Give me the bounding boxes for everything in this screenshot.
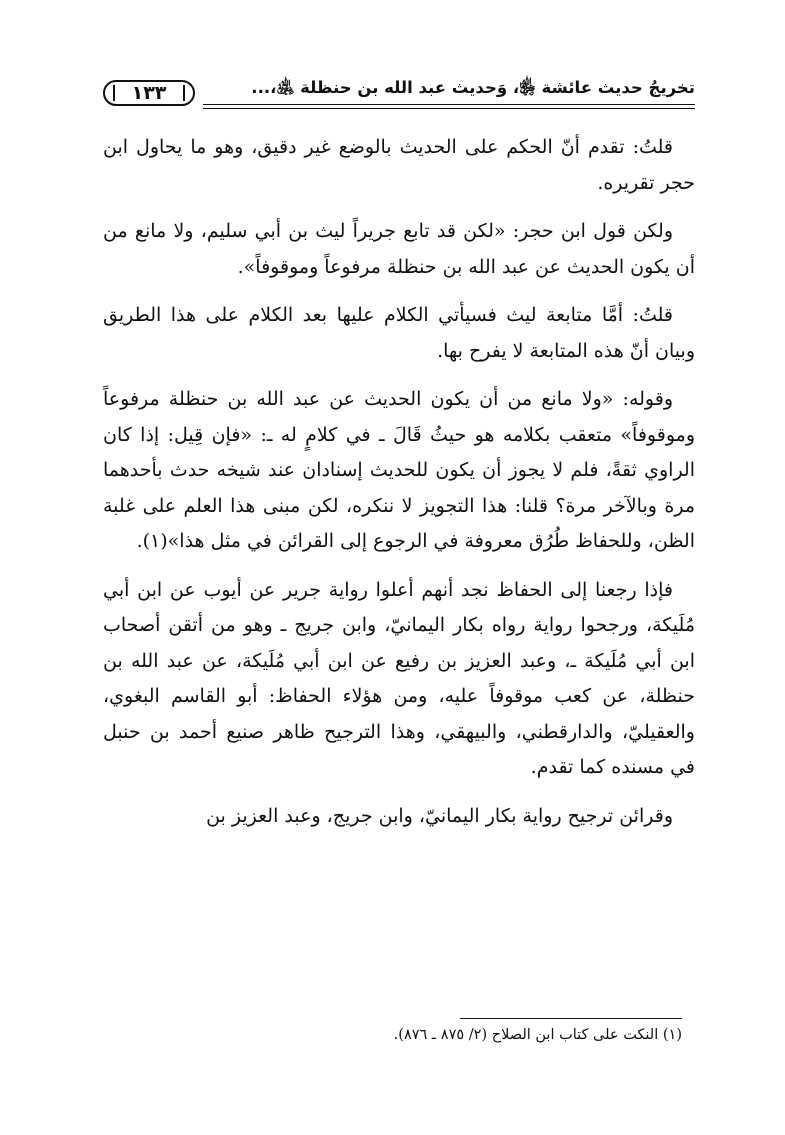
page-number	[103, 80, 195, 106]
paragraph: قلتُ: أمَّا متابعة ليث فسيأتي الكلام عليها بعد الكلام على هذا الطريق وبيان أنّ هذه المتابعة لا يفرح بها.	[103, 304, 695, 362]
page-number-text: ١٣٣	[131, 82, 167, 104]
paragraph: وقوله: «ولا مانع من أن يكون الحديث عن عبد الله بن حنظلة مرفوعاً وموقوفاً» متعقب بكلامه هو حيثُ قَالَ ـ في كلامٍ له ـ: «فإن قِيل: إذا كان الراوي ثقةً، فلم لا يجوز أن يكون للحديث إسنادان عند شيخه حدث بأحدهما مرة وبالآخر مرة؟ قلنا: هذا التجويز لا ننكره، لكن مبنى هذا العلم على غلبة الظن، وللحفاظ طُرُق معروفة في الرجوع إلى القرائن في مثل هذا»(١).	[103, 388, 696, 552]
header-rule-thin	[203, 108, 695, 109]
footnote: (١) النكت على كتاب ابن الصلاح (٢/ ٨٧٥ ـ ٨٧٦).	[393, 1027, 682, 1043]
page-header	[103, 74, 695, 118]
main-text	[103, 130, 695, 847]
running-title: تخريجُ حديث عائشة ﵂، وَحديث عبد الله بن حنظلة ﵁،...	[251, 78, 695, 97]
paragraph: قلتُ: تقدم أنّ الحكم على الحديث بالوضع غير دقيق، وهو ما يحاول ابن حجر تقريره.	[103, 136, 695, 194]
footnote-separator	[460, 1018, 682, 1019]
header-rule	[203, 104, 695, 105]
paragraph: فإذا رجعنا إلى الحفاظ نجد أنهم أعلوا رواية جرير عن أيوب عن ابن أبي مُلَيكة، ورجحوا رواية رواه بكار اليمانيّ، وابن جريج ـ وهو من أتقن أصحاب ابن أبي مُلَيكة ـ، وعبد العزيز بن رفيع عن ابن أبي مُلَيكة، عن عبد الله بن حنظلة، عن كعب موقوفاً عليه، ومن هؤلاء الحفاظ: أبو القاسم البغوي، والعقيليّ، والدارقطني، والبيهقي، وهذا الترجيح ظاهر صنيع أحمد بن حنبل في مسنده كما تقدم.	[103, 578, 695, 778]
paragraph: ولكن قول ابن حجر: «لكن قد تابع جريراً ليث بن أبي سليم، ولا مانع من أن يكون الحديث عن عبد الله بن حنظلة مرفوعاً وموقوفاً».	[103, 220, 695, 278]
paragraph: وقرائن ترجيح رواية بكار اليمانيّ، وابن جريج، وعبد العزيز بن	[206, 804, 673, 827]
